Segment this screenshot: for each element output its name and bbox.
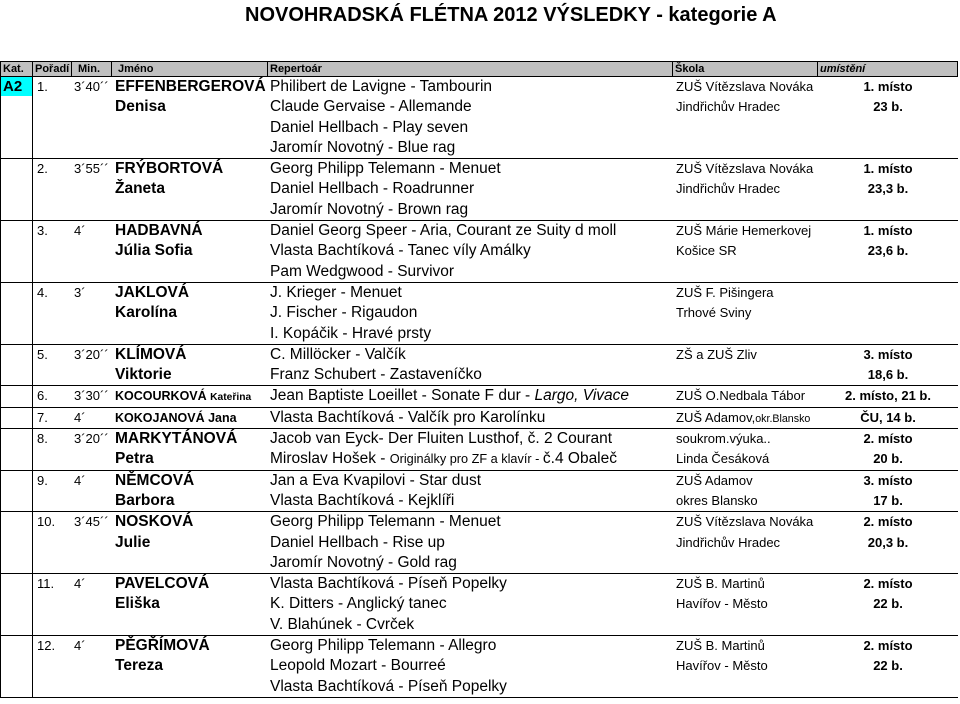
school-line: Košice SR — [676, 243, 737, 259]
placement-cell — [818, 636, 958, 697]
name-line: Petra — [115, 450, 154, 468]
category-cell — [1, 636, 33, 697]
text-segment: Largo, Vivace — [534, 387, 630, 405]
rank-line: 11. — [37, 576, 55, 592]
table-row — [1, 344, 958, 386]
table-row — [1, 282, 958, 344]
category-cell — [1, 159, 33, 220]
placement-line: 2. místo, 21 b. — [845, 388, 931, 404]
duration-line: 4´ — [74, 638, 86, 654]
repertoire-cell — [268, 429, 673, 470]
duration-cell — [72, 159, 112, 220]
placement-line: 2. místo — [863, 514, 913, 530]
rank-line: 12. — [37, 638, 56, 654]
school-line: ZUŠ Adamov — [676, 472, 753, 488]
repertoire-cell — [268, 283, 673, 344]
text-segment: Miroslav Hošek - — [270, 450, 390, 468]
repertoire-line: Vlasta Bachtíková - Kejklíři — [270, 491, 455, 509]
name-cell — [112, 345, 268, 386]
duration-line: 3´20´´ — [74, 346, 109, 362]
duration-line: 3´20´´ — [74, 431, 109, 447]
repertoire-line: Daniel Hellbach - Roadrunner — [270, 180, 475, 198]
rank-line: 6. — [37, 388, 48, 404]
table-row — [1, 220, 958, 282]
placement-cell — [818, 512, 958, 573]
repertoire-line — [270, 386, 673, 406]
placement-line: 23,6 b. — [867, 243, 909, 259]
school-cell — [673, 429, 818, 470]
name-line: NĚMCOVÁ — [115, 471, 195, 489]
text-segment: č.4 Obaleč — [542, 450, 618, 468]
name-line: KOKOJANOVÁ Jana — [115, 410, 237, 425]
placement-line: 17 b. — [873, 492, 903, 508]
table-row — [1, 158, 958, 220]
school-cell — [673, 471, 818, 512]
duration-cell — [72, 512, 112, 573]
placement-cell — [818, 159, 958, 220]
category-cell — [1, 345, 33, 386]
rank-line: 8. — [37, 431, 48, 447]
duration-line: 4´ — [74, 223, 86, 239]
school-line: ZUŠ Márie Hemerkovej — [676, 223, 812, 239]
repertoire-line: Georg Philipp Telemann - Menuet — [270, 160, 501, 178]
rank-cell — [33, 221, 72, 282]
school-cell — [673, 574, 818, 635]
category-cell — [1, 574, 33, 635]
rank-line: 2. — [37, 161, 48, 177]
duration-line: 4´ — [74, 576, 86, 592]
school-cell — [673, 77, 818, 158]
category-cell — [1, 283, 33, 344]
name-cell — [112, 471, 268, 512]
school-line: okres Blansko — [676, 492, 758, 508]
repertoire-cell — [268, 636, 673, 697]
repertoire-line: Vlasta Bachtíková - Píseň Popelky — [270, 575, 507, 593]
school-cell — [673, 512, 818, 573]
text-segment: Jean Baptiste Loeillet - Sonate F dur - — [270, 387, 535, 405]
rank-line: 5. — [37, 346, 48, 362]
repertoire-line: Jaromír Novotný - Blue rag — [270, 138, 456, 156]
repertoire-line: I. Kopáčik - Hravé prsty — [270, 324, 432, 342]
school-line — [676, 408, 818, 428]
placement-cell — [818, 386, 958, 406]
repertoire-line: Jaromír Novotný - Gold rag — [270, 553, 457, 571]
rank-cell — [33, 429, 72, 470]
table-header — [1, 61, 958, 76]
school-line: Jindřichův Hradec — [676, 99, 781, 115]
name-line: EFFENBERGEROVÁ — [115, 78, 266, 95]
placement-line: 18,6 b. — [867, 367, 909, 383]
name-line: Eliška — [115, 595, 160, 613]
rank-cell — [33, 471, 72, 512]
name-cell — [112, 283, 268, 344]
placement-line: 1. místo — [863, 161, 913, 177]
header-duration: Min. — [72, 62, 112, 76]
school-cell — [673, 221, 818, 282]
repertoire-cell — [268, 159, 673, 220]
name-line: KLÍMOVÁ — [115, 345, 187, 363]
name-line — [115, 386, 268, 406]
rank-line: 10. — [37, 514, 56, 530]
name-cell — [112, 512, 268, 573]
placement-cell — [818, 283, 958, 344]
placement-line: 2. místo — [863, 576, 913, 592]
table-row — [1, 573, 958, 635]
placement-line: 1. místo — [863, 223, 913, 239]
repertoire-line: K. Ditters - Anglický tanec — [270, 595, 447, 613]
placement-line: ČU, 14 b. — [860, 409, 916, 425]
placement-line: 23 b. — [873, 99, 903, 115]
rank-cell — [33, 345, 72, 386]
repertoire-line: Georg Philipp Telemann - Menuet — [270, 513, 501, 531]
repertoire-line: Daniel Hellbach - Play seven — [270, 118, 469, 136]
table-row — [1, 635, 958, 697]
repertoire-line: C. Millöcker - Valčík — [270, 345, 406, 363]
table-body — [1, 76, 958, 697]
repertoire-line: Daniel Georg Speer - Aria, Courant ze Suity d moll — [270, 222, 617, 240]
duration-line: 4´ — [74, 409, 86, 425]
rank-cell — [33, 574, 72, 635]
duration-line: 3´55´´ — [74, 161, 109, 177]
placement-cell — [818, 345, 958, 386]
name-line: Júlia Sofia — [115, 242, 193, 260]
repertoire-line: Vlasta Bachtíková - Píseň Popelky — [270, 677, 507, 695]
rank-cell — [33, 636, 72, 697]
name-cell — [112, 636, 268, 697]
category-cell — [1, 221, 33, 282]
placement-line: 20,3 b. — [867, 534, 909, 550]
text-segment: KOCOURKOVÁ — [115, 389, 211, 404]
duration-cell — [72, 429, 112, 470]
school-line: Jindřichův Hradec — [676, 534, 781, 550]
repertoire-cell — [268, 77, 673, 158]
name-line: Denisa — [115, 98, 166, 116]
repertoire-cell — [268, 345, 673, 386]
category-cell — [1, 471, 33, 512]
repertoire-line: Franz Schubert - Zastaveníčko — [270, 366, 482, 384]
placement-cell — [818, 77, 958, 158]
name-line: FRÝBORTOVÁ — [115, 160, 224, 178]
category-cell — [1, 512, 33, 573]
duration-line: 3´ — [74, 284, 86, 300]
duration-line: 3´40´´ — [74, 79, 109, 94]
name-line: Barbora — [115, 491, 175, 509]
name-line: Viktorie — [115, 366, 172, 384]
name-line: PAVELCOVÁ — [115, 575, 210, 593]
school-line: ZUŠ F. Pišingera — [676, 284, 774, 300]
text-segment: ZUŠ Adamov, — [676, 409, 756, 425]
repertoire-line: Philibert de Lavigne - Tambourin — [270, 78, 493, 95]
header-school: Škola — [673, 62, 818, 76]
rank-cell — [33, 159, 72, 220]
repertoire-line: Vlasta Bachtíková - Tanec víly Amálky — [270, 242, 531, 260]
category-cell — [1, 429, 33, 470]
duration-cell — [72, 386, 112, 406]
name-line: Žaneta — [115, 180, 165, 198]
repertoire-line: Jacob van Eyck- Der Fluiten Lusthof, č. 2 Courant — [270, 430, 613, 448]
name-line: Julie — [115, 533, 151, 551]
school-line: ZUŠ B. Martinů — [676, 576, 765, 592]
school-cell — [673, 636, 818, 697]
duration-cell — [72, 221, 112, 282]
placement-cell — [818, 429, 958, 470]
duration-cell — [72, 471, 112, 512]
repertoire-line: Claude Gervaise - Allemande — [270, 98, 472, 116]
table-row — [1, 76, 958, 158]
duration-cell — [72, 574, 112, 635]
school-line: ZUŠ O.Nedbala Tábor — [676, 388, 806, 404]
duration-cell — [72, 408, 112, 428]
table-row — [1, 470, 958, 512]
duration-cell — [72, 636, 112, 697]
name-line: Tereza — [115, 657, 163, 675]
placement-cell — [818, 471, 958, 512]
category-cell — [1, 77, 33, 158]
placement-line: 3. místo — [863, 472, 913, 488]
repertoire-cell — [268, 386, 673, 406]
placement-line: 23,3 b. — [867, 181, 909, 197]
placement-line: 2. místo — [863, 638, 913, 654]
repertoire-cell — [268, 471, 673, 512]
name-cell — [112, 429, 268, 470]
header-repertoire: Repertoár — [268, 62, 673, 76]
repertoire-line: Pam Wedgwood - Survivor — [270, 262, 455, 280]
duration-cell — [72, 283, 112, 344]
placement-cell — [818, 574, 958, 635]
school-line: ZUŠ Vítězslava Nováka — [676, 79, 814, 94]
name-line: Karolína — [115, 304, 178, 322]
repertoire-cell — [268, 512, 673, 573]
page-title: NOVOHRADSKÁ FLÉTNA 2012 VÝSLEDKY - kategorie A — [245, 4, 777, 26]
school-line: ZUŠ Vítězslava Nováka — [676, 161, 814, 177]
school-cell — [673, 386, 818, 406]
name-line: HADBAVNÁ — [115, 222, 203, 240]
repertoire-line: Jan a Eva Kvapilovi - Star dust — [270, 471, 482, 489]
placement-line: 1. místo — [863, 79, 913, 94]
name-cell — [112, 574, 268, 635]
repertoire-line: J. Krieger - Menuet — [270, 283, 402, 301]
duration-cell — [72, 77, 112, 158]
repertoire-line — [270, 449, 673, 469]
school-cell — [673, 159, 818, 220]
repertoire-line: Leopold Mozart - Bourreé — [270, 657, 446, 675]
duration-line: 4´ — [74, 472, 86, 488]
repertoire-line: Vlasta Bachtíková - Valčík pro Karolínku — [270, 408, 546, 426]
repertoire-cell — [268, 221, 673, 282]
name-line: NOSKOVÁ — [115, 513, 194, 531]
rank-cell — [33, 283, 72, 344]
school-line: Jindřichův Hradec — [676, 181, 781, 197]
school-cell — [673, 408, 818, 428]
rank-line: 9. — [37, 472, 48, 488]
header-placement: umístění — [818, 62, 958, 76]
placement-cell — [818, 408, 958, 428]
school-line: ZUŠ Vítězslava Nováka — [676, 514, 814, 530]
rank-line: 7. — [37, 409, 48, 425]
school-line: Trhové Sviny — [676, 305, 752, 321]
school-line: Havířov - Město — [676, 596, 768, 612]
name-line: PĚGŘÍMOVÁ — [115, 637, 210, 655]
rank-cell — [33, 386, 72, 406]
name-cell — [112, 159, 268, 220]
table-row — [1, 407, 958, 428]
table-row — [1, 511, 958, 573]
name-cell — [112, 77, 268, 158]
text-segment: Originálky pro ZF a klavír - — [389, 451, 543, 467]
school-line: Linda Česáková — [676, 451, 770, 467]
repertoire-line: Daniel Hellbach - Rise up — [270, 533, 445, 551]
category-cell — [1, 386, 33, 406]
name-cell — [112, 221, 268, 282]
school-line: ZUŠ B. Martinů — [676, 638, 765, 654]
placement-line: 22 b. — [873, 658, 903, 674]
name-cell — [112, 408, 268, 428]
placement-line: 20 b. — [873, 451, 903, 467]
table-row — [1, 385, 958, 406]
header-category: Kat. — [1, 62, 33, 76]
repertoire-line: V. Blahúnek - Cvrček — [270, 615, 415, 633]
rank-line: 3. — [37, 223, 48, 239]
placement-line: 2. místo — [863, 431, 913, 447]
repertoire-cell — [268, 408, 673, 428]
school-cell — [673, 283, 818, 344]
school-cell — [673, 345, 818, 386]
duration-cell — [72, 345, 112, 386]
rank-cell — [33, 77, 72, 158]
placement-line: 3. místo — [863, 346, 913, 362]
header-name: Jméno — [112, 62, 268, 76]
school-line: ZŠ a ZUŠ Zliv — [676, 346, 757, 362]
name-line: JAKLOVÁ — [115, 283, 190, 301]
category-cell — [1, 408, 33, 428]
results-table — [0, 61, 958, 698]
repertoire-line: Jaromír Novotný - Brown rag — [270, 200, 469, 218]
repertoire-cell — [268, 574, 673, 635]
duration-line: 3´45´´ — [74, 514, 109, 530]
placement-cell — [818, 221, 958, 282]
rank-cell — [33, 408, 72, 428]
school-line: Havířov - Město — [676, 658, 768, 674]
text-segment: okr.Blansko — [755, 412, 811, 425]
school-line: soukrom.výuka.. — [676, 431, 771, 447]
header-rank: Pořadí — [33, 62, 72, 76]
rank-cell — [33, 512, 72, 573]
repertoire-line: Georg Philipp Telemann - Allegro — [270, 637, 497, 655]
text-segment: Kateřina — [210, 392, 252, 404]
duration-line: 3´30´´ — [74, 388, 109, 404]
name-line: MARKYTÁNOVÁ — [115, 430, 238, 448]
rank-line: 4. — [37, 284, 48, 300]
repertoire-line: J. Fischer - Rigaudon — [270, 304, 418, 322]
placement-line: 22 b. — [873, 596, 903, 612]
table-row — [1, 428, 958, 470]
rank-line: 1. — [37, 79, 48, 94]
category-line: A2 — [1, 77, 32, 96]
name-cell — [112, 386, 268, 406]
